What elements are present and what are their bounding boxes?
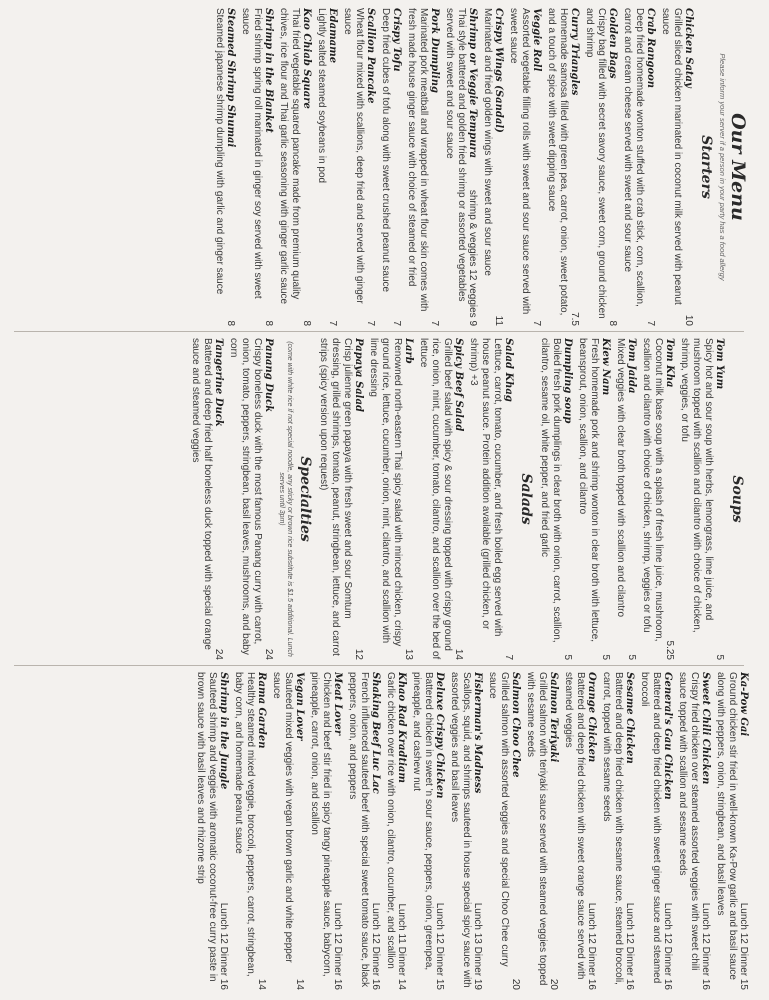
menu-item-price: 8 <box>263 320 274 326</box>
menu-item-description: Spicy hot and sour soup with herbs, lemongrass, lime juice, and mushroom topped with scallion and cilantro with choice of chicken, shrimp, veggies, or tofu <box>679 338 714 633</box>
allergy-note: Please inform your server if a person in your party has a food allergy <box>718 53 727 281</box>
menu-item-price: Lunch 12 Dinner 15 <box>434 902 445 990</box>
menu-item-name: Shaking Beef Luc Lac <box>370 672 381 794</box>
soups-salads-column <box>9 338 749 660</box>
menu-item <box>659 8 694 326</box>
menu-item-description: Homemade samosa filled with green pea, carrot, onion, sweet potato, and a touch of spice with sweet dipping sauce <box>546 8 569 316</box>
menu-item <box>308 672 343 990</box>
menu-item-description: Chicken and beef stir fried in spicy tangy pineapple sauce, babycorn, pineapple, carrot, onion, and scallion <box>309 672 332 977</box>
menu-item-description: Boiled fresh pork dumplings in clear broth with onion, carrot, scallion, cilantro, sesame oil, white pepper, and fried garlic <box>539 338 562 643</box>
menu-item <box>367 338 414 660</box>
menu-item-description: Grilled sliced chicken marinated in coconut milk served with peanut sauce <box>660 8 683 305</box>
menu-item-name: Golden Bags <box>607 8 618 79</box>
menu-item-description: Marinated and fried golden wings with sweet and sour sauce <box>482 8 493 276</box>
menu-item-description: Assorted vegetable filling rolls with sweet and sour sauce served with sweet sauce <box>508 8 531 315</box>
menu-item-name: Meat Lover <box>332 672 343 736</box>
starters-column <box>9 8 749 326</box>
menu-item-price: 7 <box>391 320 402 326</box>
menu-item-price: Lunch 12 Dinner 16 <box>662 902 673 990</box>
specialties-column <box>9 672 749 990</box>
menu-item-name: Crispy Tofu <box>391 8 402 72</box>
specialties-heading: Specialties <box>297 456 313 542</box>
menu-item <box>524 672 559 990</box>
menu-item-price: 7 <box>645 320 656 326</box>
menu-item <box>576 338 611 660</box>
menu-item-description: Fried shrimp spring roll marinated in ginger soy served with sweet sauce <box>240 8 263 299</box>
menu-item-name: Tangerine Duck <box>212 338 224 427</box>
menu-item <box>638 672 673 990</box>
menu-item-header <box>503 338 514 660</box>
menu-item-description: Steamed japanese shrimp dumpling with garlic and ginger sauce <box>214 8 225 295</box>
menu-item-header <box>493 8 504 326</box>
menu-item <box>538 338 573 660</box>
menu-item-header <box>662 672 673 990</box>
menu-item-price: 24 <box>262 648 274 660</box>
menu-item-description: Garlic chicken over rice with onion, cilantro, cucumber, and scallion <box>385 672 396 969</box>
menu-item-header <box>294 672 305 990</box>
menu-item-description: Crispy fried chicken over steamed assorted veggies with sweet chili sauce topped with scallion and sesame seeds <box>677 672 700 971</box>
menu-item-name: Steamed Shrimp Shumai <box>225 8 236 148</box>
menu-item-header <box>683 8 694 326</box>
menu-item-description: Sauteed mixed veggies with vegan brown garlic and white pepper sauce <box>271 672 294 963</box>
menu-item-header <box>453 338 464 660</box>
menu-item-header <box>225 8 236 326</box>
menu-item-header <box>467 8 478 326</box>
salads-list <box>317 338 514 660</box>
menu-item <box>714 672 749 990</box>
menu-item-price: Lunch 12 Dinner 16 <box>586 902 597 990</box>
menu-item-name: Kao Chiab Square <box>301 8 312 109</box>
starters-heading: Starters <box>698 135 714 199</box>
menu-item-name: Salmon Teriyaki <box>548 672 559 763</box>
menu-item-price: Lunch 12 Dinner 16 <box>332 902 343 990</box>
menu-item-price: 7 <box>503 654 514 660</box>
menu-item-name: Crab Rangoon <box>645 8 656 89</box>
soups-heading: Soups <box>729 475 745 523</box>
menu-item <box>270 672 305 990</box>
menu-item-header <box>472 672 483 990</box>
menu-item <box>678 338 725 660</box>
menu-item <box>341 8 376 326</box>
menu-item <box>417 338 464 660</box>
menu-item-name: Orange Chicken <box>586 672 597 763</box>
menu-item-description: Battered and deep fried half boneless duck topped with special orange sauce and steamed veggies <box>189 338 213 650</box>
menu-item-name: Kiew Nam <box>600 338 611 396</box>
menu-item-header <box>624 672 635 990</box>
menu-item <box>410 672 445 990</box>
menu-item-header <box>510 672 521 990</box>
menu-item-price: Lunch 12 Dinner 16 <box>700 902 711 990</box>
menu-item-price: Lunch 12 Dinner 16 <box>624 902 635 990</box>
menu-item-price: Lunch 11 Dinner 14 <box>396 903 407 990</box>
menu-item <box>227 338 274 660</box>
menu-item-header <box>664 338 675 660</box>
menu-item-name: Panang Duck <box>262 338 274 413</box>
menu-item-price: 20 <box>510 978 521 990</box>
menu-item <box>315 8 338 326</box>
menu-item-price: Lunch 13 Dinner 19 <box>472 902 483 990</box>
menu-item-header <box>586 672 597 990</box>
salads-heading: Salads <box>518 473 534 525</box>
menu-item-header <box>301 8 312 326</box>
menu-item-header <box>714 338 725 660</box>
menu-item-name: Spicy Beef Salad <box>453 338 464 432</box>
menu-item-name: Shrimp or Veggie Tempura <box>467 8 478 159</box>
menu-item-name: Larb <box>403 338 414 364</box>
menu-item <box>676 672 711 990</box>
menu-item-description: Grilled salmon with assorted veggies and special Choo Chee curry sauce <box>487 672 510 967</box>
menu-item-description: Crisp julienne green papaya with fresh sweet and sour Somtum dressing, grilled shrimps, tomato, peanut, stringbean, lettuce, and carrot strips (spicy version upon request) <box>318 338 353 656</box>
menu-item <box>562 672 597 990</box>
menu-item-name: Scallion Pancake <box>365 8 376 104</box>
menu-item-description: Scallops, squid, and shrimps sauteed in house special spicy sauce with assorted veggies and basil leaves <box>449 672 472 988</box>
menu-item-header <box>531 8 542 326</box>
menu-item-price: 7 <box>531 320 542 326</box>
menu-item-name: Crispy Wings (Sandal) <box>493 8 504 133</box>
menu-item-header <box>370 672 381 990</box>
menu-item-price: 12 <box>353 648 364 660</box>
menu-item-price: 7 <box>327 320 338 326</box>
menu-item-price: 10 <box>683 314 694 326</box>
menu-item <box>346 672 381 990</box>
menu-item-price: Lunch 12 Dinner 16 <box>370 902 381 990</box>
menu-item-price: 13 <box>403 648 414 660</box>
menu-item <box>583 8 618 326</box>
menu-item-name: Chicken Satay <box>683 8 694 88</box>
menu-item-price: 5 <box>600 654 611 660</box>
menu-item-description: Wheat flour mixed with scallions, deep fried and served with ginger sauce <box>342 8 365 304</box>
menu-item-description: Deep fried cubes of tofu along with sweet crushed peanut sauce <box>380 8 391 293</box>
menu-item-description: Battered and deep fried chicken with sweet orange sauce served with steamed veggies <box>563 672 586 980</box>
menu-item-header <box>403 338 414 660</box>
menu-item <box>443 8 478 326</box>
menu-item-header <box>213 338 224 660</box>
menu-item-header <box>396 672 407 990</box>
column-divider <box>14 331 744 332</box>
menu-item-name: Sesame Chicken <box>624 672 635 764</box>
menu-item-name: Papaya Salad <box>353 338 364 412</box>
menu-item-description: Deep fried homemade wonton stuffed with crab stick, corn, scallion, carrot and cream cheese served with sweet and sour sauce <box>622 8 645 307</box>
menu-item-description: Lettuce, carrot, tomato, cucumber, and fresh boiled egg served with house peanut sauce. Protein addition available (grilled chicken, or shrimp) +3 <box>468 338 503 637</box>
menu-item <box>232 672 267 990</box>
menu-item-header <box>434 672 445 990</box>
menu-item-price: 14 <box>256 978 267 990</box>
menu-item-price: 24 <box>212 648 224 660</box>
menu-item <box>384 672 407 990</box>
menu-item-name: General's Gau Chicken <box>662 672 673 800</box>
menu-item-price: 5 <box>714 654 725 660</box>
menu-item-price: 14 <box>453 648 464 660</box>
menu-item-name: Edamame <box>327 8 338 64</box>
menu-item <box>194 672 229 990</box>
menu-item-price: 7 <box>429 320 440 326</box>
menu-item-price: 7 <box>365 320 376 326</box>
menu-item-header <box>600 338 611 660</box>
menu-item <box>467 338 514 660</box>
menu-item <box>486 672 521 990</box>
menu-item <box>213 8 236 326</box>
menu-item-price: 5 <box>626 654 637 660</box>
menu-item-description: Battered and deep fried chicken with sweet ginger sauce and steamed broccoli <box>639 672 662 984</box>
menu-item-description: Mixed veggies with clear broth topped with scallion and cilantro <box>615 338 626 618</box>
menu-item-header <box>738 672 749 990</box>
menu-item <box>405 8 440 326</box>
menu-item-price: 5.25 <box>664 640 675 660</box>
menu-item-price: Lunch 12 Dinner 15 <box>738 902 749 990</box>
menu-item <box>379 8 402 326</box>
menu-item-price: shrimp & veggies 12 veggies 9 <box>467 189 478 326</box>
menu-item-description: French influenced sauteed beef with special sweet tomato sauce, black peppers, onion, and peppers <box>347 672 370 988</box>
menu-item-name: Pork Dumpling <box>429 8 440 93</box>
menu-item-name: Salad Khag <box>503 338 514 402</box>
menu-item-header <box>645 8 656 326</box>
menu-item-name: Sweet Chili Chicken <box>700 672 711 785</box>
specialties-note: (come with white rice if not special noodle, any sticky or brown rice substitute is $1.5 additional. Lunch serves until 3pm) <box>277 341 293 657</box>
menu-item-header <box>256 672 267 990</box>
menu-item <box>621 8 656 326</box>
specialties-list-a <box>189 338 274 660</box>
menu-title: Our Menu <box>727 113 749 221</box>
menu-item-description: Battered and deep fried chicken with sesame sauce, steamed broccoli, carrot, topped with sesame seeds <box>601 672 624 985</box>
menu-item-description: Fresh homemade pork and shrimp wonton in clear broth with lettuce, beansprout, onion, scallion, and cilantro <box>577 338 600 643</box>
menu-item-description: Sauteed shrimp and veggies with aromatic coconut-free curry paste in brown sauce with basil leaves and rhizome strip <box>195 672 218 982</box>
column-divider <box>14 665 744 666</box>
menu-item-header <box>365 8 376 326</box>
menu-item-header <box>626 338 637 660</box>
menu-item <box>317 338 364 660</box>
menu-item <box>189 338 224 660</box>
menu-item <box>640 338 675 660</box>
menu-item-header <box>562 338 573 660</box>
menu-item-description: Thai fried vegetable squared pancake made from premium quality chives, rice flour and Thai garlic seasoning with ginger garlic sauce <box>278 8 301 305</box>
menu-item-header <box>607 8 618 326</box>
menu-item-description: Ground chicken stir fried in well-known Ka-Pow garlic and basil sauce along with peppers, onion, stringbean, and basil leaves <box>715 672 738 980</box>
menu-item-name: Dumpling soup <box>562 338 573 424</box>
menu-item-description: Marinated pork meatball and wrapped in wheat flour skin comes with fresh made house ginger sauce with choice of steamed or fried <box>406 8 429 312</box>
menu-item-header <box>263 338 274 660</box>
menu-item-header <box>569 8 580 326</box>
menu-item-name: Shrimp in the Blanket <box>263 8 274 133</box>
menu-item-name: Vegan Lover <box>294 672 305 741</box>
menu-item-name: Shrimp in the Jungle <box>218 672 229 790</box>
menu-item-header <box>353 338 364 660</box>
menu-item-name: Fisherman's Madness <box>472 672 483 794</box>
menu-item-description: Lightly salted steamed soybeans in pod <box>316 8 327 184</box>
menu-item <box>277 8 312 326</box>
menu-item-description: Grilled salmon with teriyaki sauce served with steamed veggies topped with sesame seeds <box>525 672 548 986</box>
menu-item-price: 11 <box>493 315 504 326</box>
menu-item-header <box>332 672 343 990</box>
menu-item-name: Salmon Choo Chee <box>510 672 521 778</box>
menu-item-name: Deluxe Crispy Chicken <box>434 672 445 799</box>
menu-item-name: Rama Garden <box>256 672 267 749</box>
menu-item-description: Battered chicken in sweet 'n sour sauce, peppers, onion, greenpea, pineapple, and cashew nut <box>411 672 434 971</box>
menu-item-header <box>700 672 711 990</box>
menu-item-description: Crispy bag filled with secret savory sauce, sweet corn, ground chicken and shrimp <box>584 8 607 319</box>
menu-item-price: Lunch 12 Dinner 16 <box>218 902 229 990</box>
menu-item-header <box>218 672 229 990</box>
menu-item <box>507 8 542 326</box>
specialties-list-b <box>194 672 749 990</box>
menu-item-header <box>429 8 440 326</box>
menu-item-name: Tom Yum <box>714 338 725 390</box>
soups-list <box>538 338 725 660</box>
menu-item-description: Thai style battered and golden fried shrimp or assorted vegetables served with sweet and sour sauce <box>444 8 467 302</box>
starters-list <box>213 8 694 326</box>
menu-item-price: 8 <box>607 320 618 326</box>
menu-item-description: Coconut milk base soup with a splash of fresh lime juice, mushroom, scallion and cilantro with choice of chicken, shrimp, veggies or tofu <box>641 338 664 642</box>
menu-item-name: Ka-Pow Gai <box>738 672 749 737</box>
menu-item-description: Renowned north-eastern Thai spicy salad with minced chicken, crispy ground rice, lettuce, cucumber, onion, mint, cilantro, and scallion with lime dressing <box>368 338 403 647</box>
menu-item-name: Tom Kha <box>664 338 675 388</box>
menu-item-description: Grilled beef salad with spicy & sour dressing topped with crispy ground rice, onion, mint, cucumber, tomato, cilantro, and scallion over the bed of lettuce <box>418 338 453 660</box>
menu-item-header <box>548 672 559 990</box>
menu-item <box>448 672 483 990</box>
menu-item-name: Tom Jaida <box>626 338 637 394</box>
menu-item-price: 5 <box>562 654 573 660</box>
menu-item <box>239 8 274 326</box>
menu-item-price: 8 <box>225 320 236 326</box>
menu-item-description: Crispy boneless duck with the most famous Panang curry with carrot, onion, tomato, peppers, stringbean, basil leaves, mushrooms, and baby corn <box>227 338 263 655</box>
menu-item-name: Khao Rad Kradtiam <box>396 672 407 783</box>
menu-item-price: 7.5 <box>569 312 580 326</box>
menu-item-header <box>327 8 338 326</box>
menu-item-description: Healthy steamed mixed veggie, broccoli, peppers, carrot, stringbean, baby corn, and homemade peanut sauce <box>233 672 256 977</box>
menu-item <box>614 338 637 660</box>
menu-item <box>481 8 504 326</box>
menu-item-header <box>263 8 274 326</box>
menu-item-price: 20 <box>548 978 559 990</box>
menu-item-header <box>391 8 402 326</box>
menu-item <box>545 8 580 326</box>
menu-item-name: Veggie Roll <box>531 8 542 72</box>
menu-item-price: 8 <box>301 320 312 326</box>
menu-item-name: Curry Triangles <box>569 8 580 96</box>
menu-item-price: 14 <box>294 978 305 990</box>
menu-item <box>600 672 635 990</box>
